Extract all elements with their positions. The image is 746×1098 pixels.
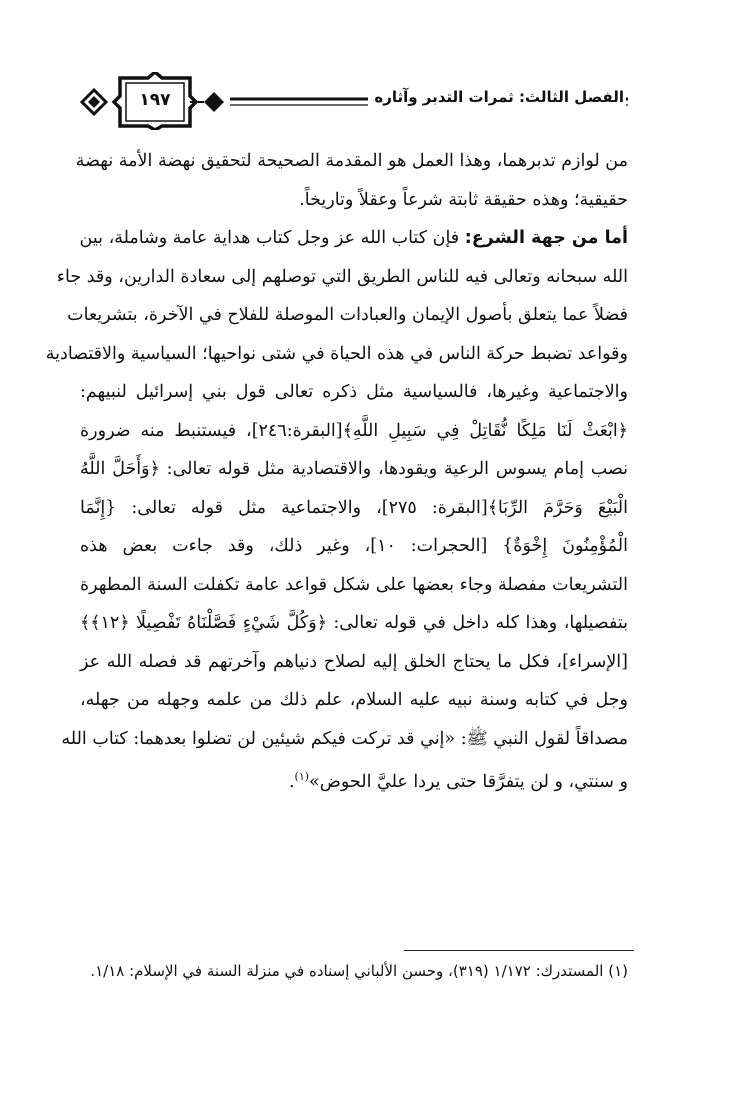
text-line [80,219,628,258]
text-line: وجل في كتابه وسنة نبيه عليه السلام، علم ذلك من علمه وجهله من جهله، [80,690,628,710]
chapter-title: الفصل الثالث: ثمرات التدبر وآثاره [368,88,626,106]
main-text [45,142,628,797]
text-line: من لوازم تدبرهما، وهذا العمل هو المقدمة الصحيحة لتحقيق نهضة الأمة نهضة [75,151,628,171]
text-line: الْبَيْعَ وَحَرَّمَ الرِّبَا﴾[البقرة: ٢٧٥]، والاجتماعية مثل قوله تعالى: {إِنَّمَا [80,497,628,518]
text-segment: و سنتي، و لن يتفرَّقا حتى يردا عليَّ الحوض» [309,771,628,792]
text-line: بتفصيلها، وهذا كله داخل في قوله تعالى: ﴿وَكُلَّ شَيْءٍ فَصَّلْنَاهُ تَفْصِيلًا ﴿١٢﴾﴾ [80,613,628,633]
text-line: الْمُؤْمِنُونَ إِخْوَةٌ} [الحجرات: ١٠]، وغير ذلك، وقد جاءت بعض هذه [80,536,628,556]
text-line: الله سبحانه وتعالى فيه للناس الطريق التي توصلهم إلى سعادة الدارين، وقد جاء [56,266,628,287]
text-line: فضلاً عما يتعلق بأصول الإيمان والعبادات الموصلة للفلاح في الآخرة، بتشريعات [67,305,628,325]
page-header [80,72,628,130]
text-line: والاجتماعية وغيرها، فالسياسية مثل ذكره تعالى قول بني إسرائيل لنبيهم: [80,382,628,402]
text-line: مصداقاً لقول النبي ﷺ: «إني قد تركت فيكم شيئين لن تضلوا بعدهما: كتاب الله [61,728,628,749]
footnote: (١) المستدرك: ١/١٧٢ (٣١٩)، وحسن الألباني إسناده في منزلة السنة في الإسلام: ١/١٨. [90,962,628,980]
text-line: التشريعات مفصلة وجاء بعضها على شكل قواعد عامة تكفلت السنة المطهرة [79,574,628,595]
text-line: [الإسراء]، فكل ما يحتاج الخلق إليه لصلاح دنياهم وآخرتهم قد فصله الله عز [80,651,628,672]
page-number: ١٩٧ [139,90,171,110]
text-line: ﴿ابْعَثْ لَنَا مَلِكًا نُّقَاتِلْ فِي سَبِيلِ اللَّهِ﴾[البقرة:٢٤٦]، فيستنبط منه ضرورة [80,420,628,441]
text-line: نصب إمام يسوس الرعية ويقودها، والاقتصادية مثل قوله تعالى: ﴿وَأَحَلَّ اللَّهُ [80,459,628,479]
text-line: وقواعد تضبط حركة الناس في هذه الحياة في شتى نواحيها؛ السياسية والاقتصادية [45,343,628,364]
text-line: حقيقية؛ وهذه حقيقة ثابتة شرعاً وعقلاً وتاريخاً. [299,189,628,210]
text-line: و سنتي، و لن يتفرَّقا حتى يردا عليَّ الحوض»$^{(١)}$. [288,770,628,792]
text-segment: فإن كتاب الله عز وجل كتاب هداية عامة وشاملة، بين [79,228,460,248]
footnote-divider [404,950,634,951]
section-lead: أما من جهة الشرع: [464,228,628,248]
footnote-marker: (١) [294,770,310,783]
